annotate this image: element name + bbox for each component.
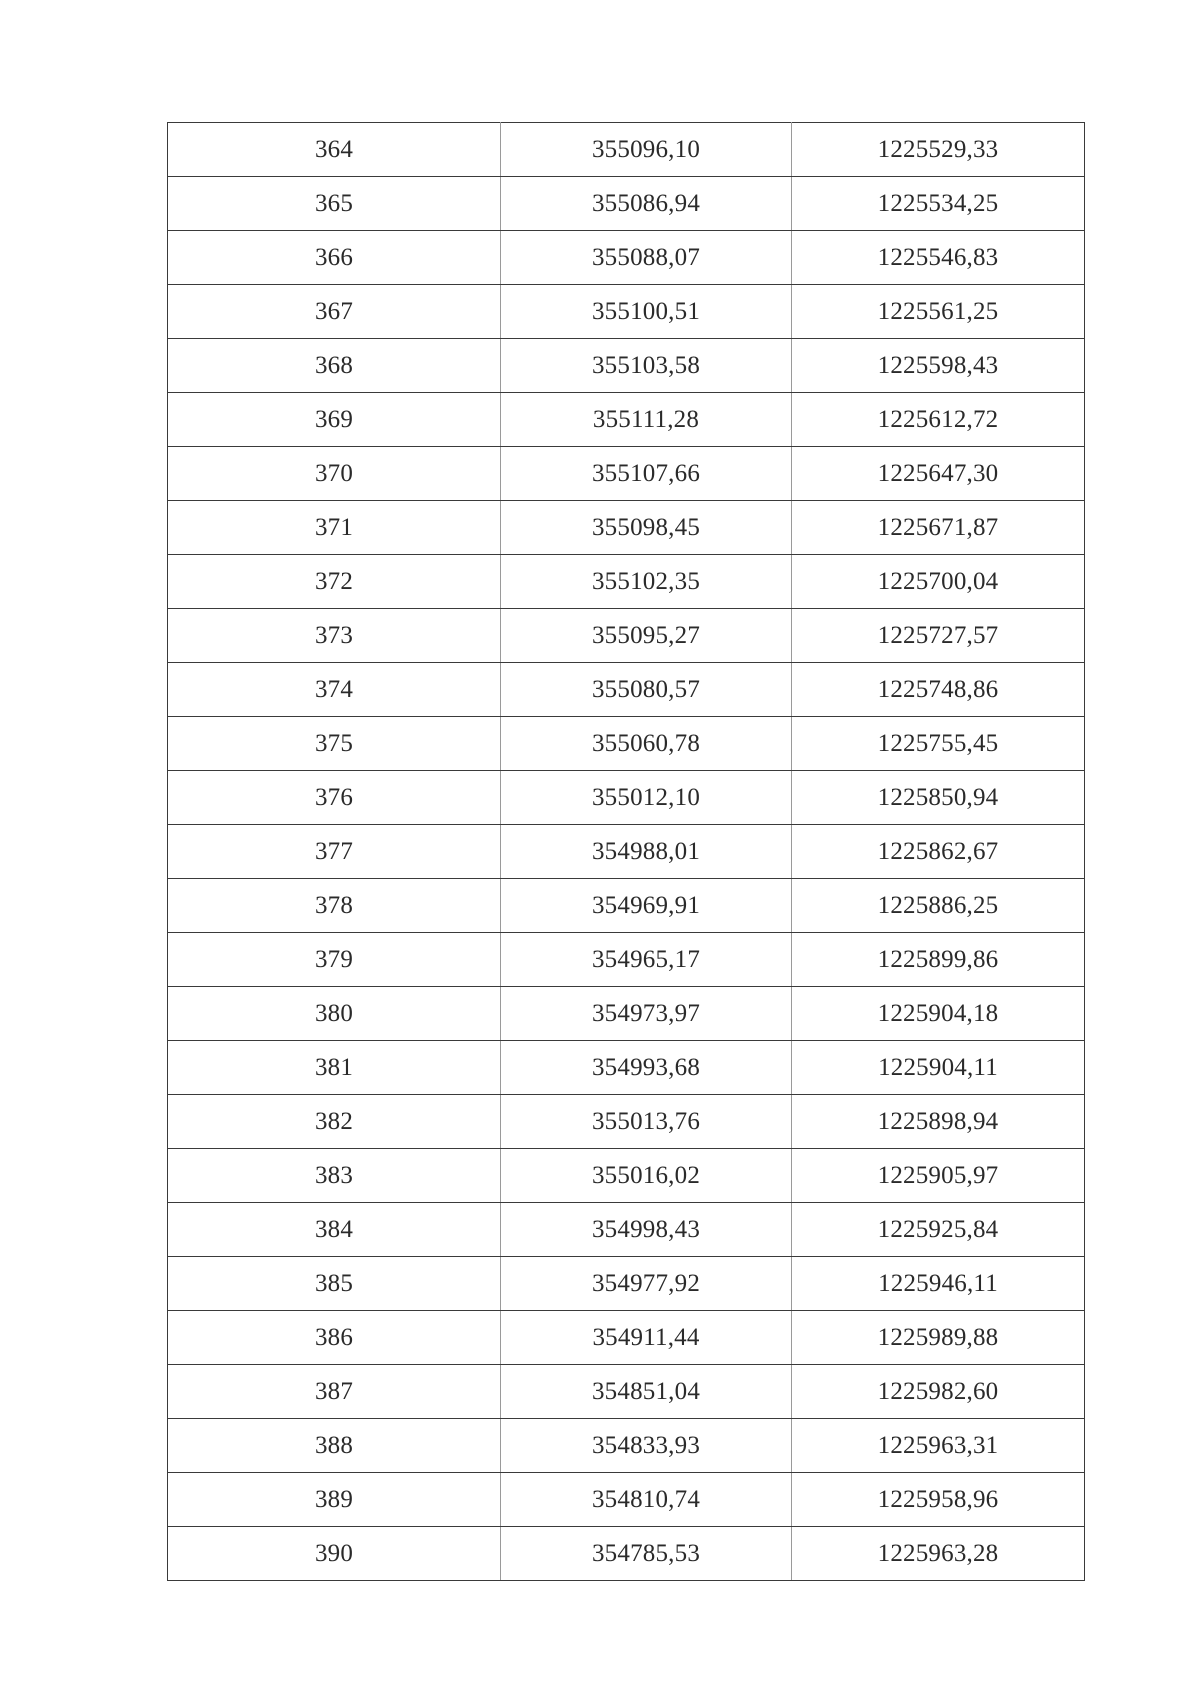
table-row	[168, 933, 1085, 987]
table-row	[168, 555, 1085, 609]
point-number-cell: 380	[168, 987, 501, 1041]
point-number-cell: 388	[168, 1419, 501, 1473]
x-coordinate-cell: 354810,74	[501, 1473, 792, 1527]
table-row	[168, 1203, 1085, 1257]
table-row	[168, 609, 1085, 663]
y-coordinate-cell: 1225529,33	[792, 123, 1085, 177]
x-coordinate-cell: 355086,94	[501, 177, 792, 231]
x-coordinate-cell: 355080,57	[501, 663, 792, 717]
table-row	[168, 1419, 1085, 1473]
point-number-cell: 376	[168, 771, 501, 825]
point-number-cell: 364	[168, 123, 501, 177]
point-number-cell: 379	[168, 933, 501, 987]
y-coordinate-cell: 1225946,11	[792, 1257, 1085, 1311]
table-row	[168, 1365, 1085, 1419]
x-coordinate-cell: 355100,51	[501, 285, 792, 339]
point-number-cell: 371	[168, 501, 501, 555]
x-coordinate-cell: 355013,76	[501, 1095, 792, 1149]
x-coordinate-cell: 355102,35	[501, 555, 792, 609]
table-row	[168, 717, 1085, 771]
y-coordinate-cell: 1225899,86	[792, 933, 1085, 987]
table-row	[168, 825, 1085, 879]
table-row	[168, 1149, 1085, 1203]
y-coordinate-cell: 1225647,30	[792, 447, 1085, 501]
point-number-cell: 377	[168, 825, 501, 879]
x-coordinate-cell: 355016,02	[501, 1149, 792, 1203]
x-coordinate-cell: 354969,91	[501, 879, 792, 933]
point-number-cell: 382	[168, 1095, 501, 1149]
point-number-cell: 365	[168, 177, 501, 231]
point-number-cell: 378	[168, 879, 501, 933]
x-coordinate-cell: 354833,93	[501, 1419, 792, 1473]
table-row	[168, 1095, 1085, 1149]
point-number-cell: 384	[168, 1203, 501, 1257]
point-number-cell: 374	[168, 663, 501, 717]
y-coordinate-cell: 1225963,28	[792, 1527, 1085, 1581]
point-number-cell: 366	[168, 231, 501, 285]
table-row	[168, 1311, 1085, 1365]
table-row	[168, 987, 1085, 1041]
table-row	[168, 501, 1085, 555]
x-coordinate-cell: 355111,28	[501, 393, 792, 447]
y-coordinate-cell: 1225989,88	[792, 1311, 1085, 1365]
x-coordinate-cell: 354993,68	[501, 1041, 792, 1095]
x-coordinate-cell: 355096,10	[501, 123, 792, 177]
table-row	[168, 231, 1085, 285]
y-coordinate-cell: 1225700,04	[792, 555, 1085, 609]
point-number-cell: 370	[168, 447, 501, 501]
point-number-cell: 383	[168, 1149, 501, 1203]
point-number-cell: 373	[168, 609, 501, 663]
point-number-cell: 369	[168, 393, 501, 447]
y-coordinate-cell: 1225612,72	[792, 393, 1085, 447]
table-row	[168, 393, 1085, 447]
table-row	[168, 771, 1085, 825]
y-coordinate-cell: 1225850,94	[792, 771, 1085, 825]
x-coordinate-cell: 355103,58	[501, 339, 792, 393]
x-coordinate-cell: 354785,53	[501, 1527, 792, 1581]
x-coordinate-cell: 355012,10	[501, 771, 792, 825]
point-number-cell: 375	[168, 717, 501, 771]
y-coordinate-cell: 1225904,18	[792, 987, 1085, 1041]
y-coordinate-cell: 1225561,25	[792, 285, 1085, 339]
y-coordinate-cell: 1225755,45	[792, 717, 1085, 771]
x-coordinate-cell: 354988,01	[501, 825, 792, 879]
point-number-cell: 385	[168, 1257, 501, 1311]
y-coordinate-cell: 1225534,25	[792, 177, 1085, 231]
y-coordinate-cell: 1225727,57	[792, 609, 1085, 663]
y-coordinate-cell: 1225862,67	[792, 825, 1085, 879]
point-number-cell: 372	[168, 555, 501, 609]
point-number-cell: 386	[168, 1311, 501, 1365]
x-coordinate-cell: 354965,17	[501, 933, 792, 987]
y-coordinate-cell: 1225598,43	[792, 339, 1085, 393]
x-coordinate-cell: 355095,27	[501, 609, 792, 663]
x-coordinate-cell: 355107,66	[501, 447, 792, 501]
y-coordinate-cell: 1225898,94	[792, 1095, 1085, 1149]
table-row	[168, 339, 1085, 393]
y-coordinate-cell: 1225904,11	[792, 1041, 1085, 1095]
y-coordinate-cell: 1225886,25	[792, 879, 1085, 933]
y-coordinate-cell: 1225546,83	[792, 231, 1085, 285]
x-coordinate-cell: 355098,45	[501, 501, 792, 555]
table-row	[168, 1473, 1085, 1527]
table-row	[168, 123, 1085, 177]
table-row	[168, 447, 1085, 501]
table-row	[168, 177, 1085, 231]
table-row	[168, 879, 1085, 933]
y-coordinate-cell: 1225958,96	[792, 1473, 1085, 1527]
y-coordinate-cell: 1225925,84	[792, 1203, 1085, 1257]
point-number-cell: 367	[168, 285, 501, 339]
table-row	[168, 1257, 1085, 1311]
table-row	[168, 1527, 1085, 1581]
x-coordinate-cell: 354998,43	[501, 1203, 792, 1257]
point-number-cell: 387	[168, 1365, 501, 1419]
y-coordinate-cell: 1225982,60	[792, 1365, 1085, 1419]
x-coordinate-cell: 354973,97	[501, 987, 792, 1041]
coordinates-table-body	[168, 123, 1085, 1581]
table-row	[168, 663, 1085, 717]
coordinates-table	[167, 122, 1085, 1581]
point-number-cell: 390	[168, 1527, 501, 1581]
y-coordinate-cell: 1225748,86	[792, 663, 1085, 717]
point-number-cell: 368	[168, 339, 501, 393]
y-coordinate-cell: 1225905,97	[792, 1149, 1085, 1203]
x-coordinate-cell: 354977,92	[501, 1257, 792, 1311]
y-coordinate-cell: 1225671,87	[792, 501, 1085, 555]
x-coordinate-cell: 355088,07	[501, 231, 792, 285]
x-coordinate-cell: 354911,44	[501, 1311, 792, 1365]
point-number-cell: 389	[168, 1473, 501, 1527]
y-coordinate-cell: 1225963,31	[792, 1419, 1085, 1473]
table-row	[168, 285, 1085, 339]
table-row	[168, 1041, 1085, 1095]
point-number-cell: 381	[168, 1041, 501, 1095]
x-coordinate-cell: 355060,78	[501, 717, 792, 771]
x-coordinate-cell: 354851,04	[501, 1365, 792, 1419]
